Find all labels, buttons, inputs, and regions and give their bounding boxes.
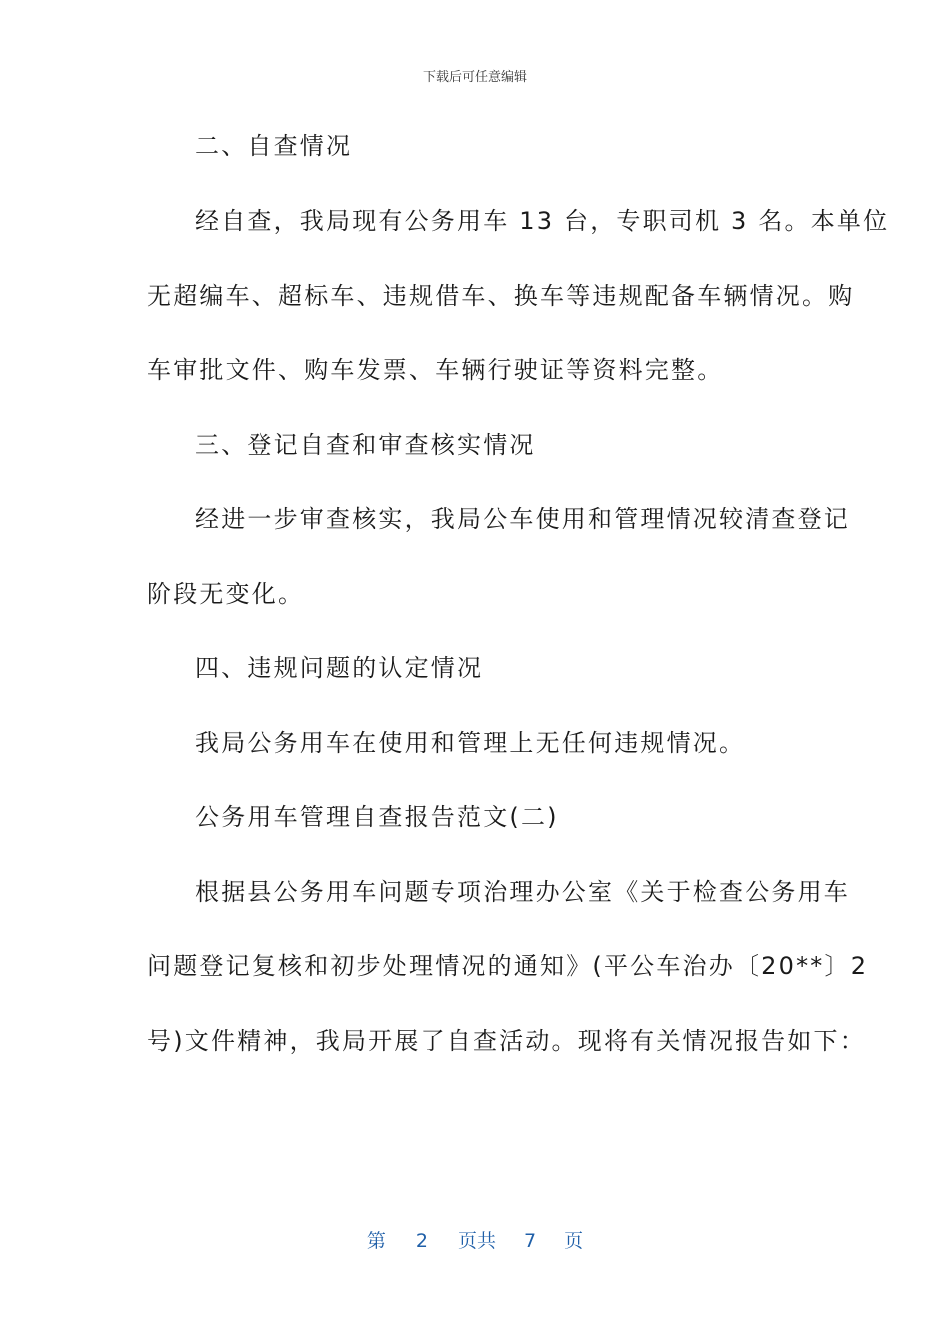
paragraph-line: 经进一步审查核实，我局公车使用和管理情况较清查登记 [195, 505, 850, 533]
sample-title: 公务用车管理自查报告范文(二) [195, 803, 559, 831]
paragraph-line: 经自查，我局现有公务用车 13 台，专职司机 3 名。本单位 [195, 207, 890, 235]
page-footer [0, 1226, 950, 1253]
paragraph-line: 号)文件精神，我局开展了自查活动。现将有关情况报告如下： [147, 1027, 866, 1055]
section-heading-2: 二、自查情况 [195, 132, 353, 160]
section-heading-4: 四、违规问题的认定情况 [195, 654, 484, 682]
paragraph-line: 车审批文件、购车发票、车辆行驶证等资料完整。 [147, 356, 724, 384]
paragraph-line: 根据县公务用车问题专项治理办公室《关于检查公务用车 [195, 878, 850, 906]
paragraph-line: 问题登记复核和初步处理情况的通知》(平公车治办〔20**〕2 [147, 952, 869, 980]
paragraph-line: 我局公务用车在使用和管理上无任何违规情况。 [195, 729, 746, 757]
footer-middle: 页共 [457, 1230, 496, 1252]
footer-suffix: 页 [564, 1230, 584, 1252]
total-pages-number: 7 [524, 1230, 537, 1252]
section-heading-3: 三、登记自查和审查核实情况 [195, 431, 536, 459]
paragraph-line: 无超编车、超标车、违规借车、换车等违规配备车辆情况。购 [147, 282, 855, 310]
current-page-number: 2 [415, 1230, 428, 1252]
header-note: 下载后可任意编辑 [422, 70, 527, 85]
paragraph-line: 阶段无变化。 [147, 580, 305, 608]
footer-prefix: 第 [366, 1230, 386, 1252]
